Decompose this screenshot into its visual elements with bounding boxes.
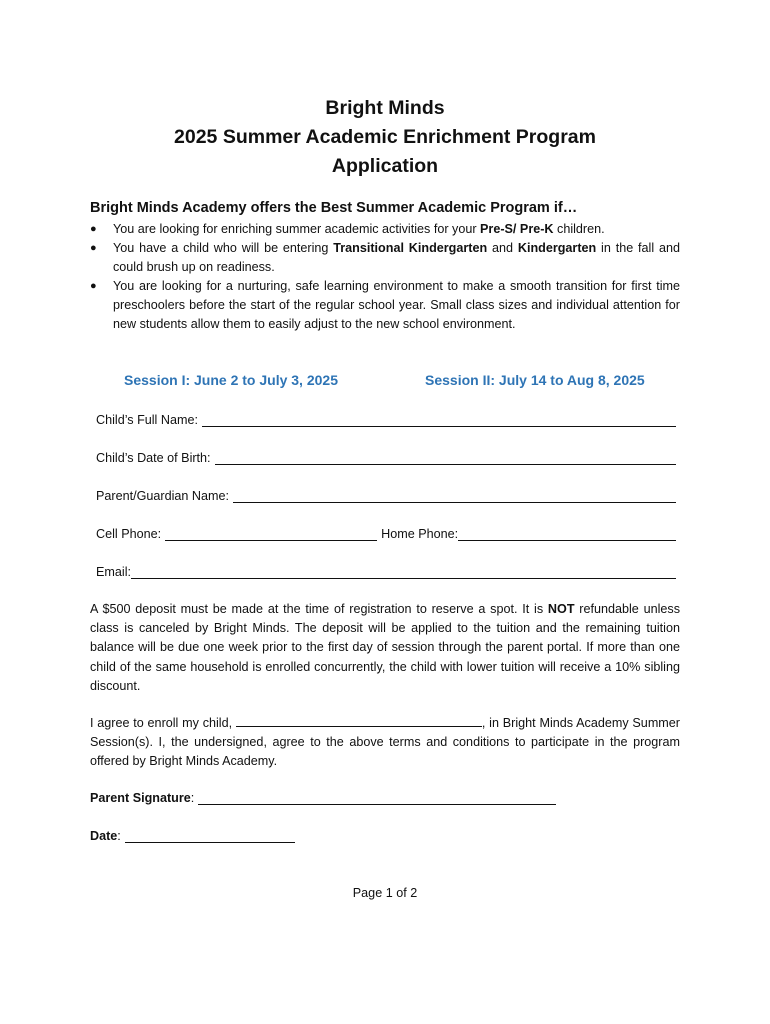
bullet-icon: ●	[90, 242, 97, 254]
title-line-2: 2025 Summer Academic Enrichment Program	[174, 126, 596, 148]
phone-fields	[96, 526, 676, 541]
bullet-1-text-pre: You are looking for enriching summer academic activities for your	[113, 222, 481, 236]
agreement-paragraph	[90, 714, 680, 772]
bullet-icon: ●	[90, 280, 97, 292]
date-label: Date	[90, 829, 118, 843]
dob-field	[96, 450, 676, 465]
agreement-text-pre: I agree to enroll my child,	[90, 716, 236, 730]
parent-signature-colon: :	[190, 791, 195, 805]
page-number: Page 1 of 2	[352, 886, 418, 900]
bullet-1-text-bold: Pre-S/ Pre-K	[480, 222, 554, 236]
bullet-1-text-post: children.	[553, 222, 605, 236]
home-phone-input[interactable]	[458, 526, 676, 541]
child-name-agreement-input[interactable]	[236, 714, 482, 727]
cell-phone-input[interactable]	[165, 526, 377, 541]
dob-label: Child’s Date of Birth:	[96, 451, 211, 465]
deposit-paragraph	[90, 600, 680, 696]
title-line-3: Application	[331, 155, 439, 177]
date-input[interactable]	[125, 828, 295, 843]
parent-name-input[interactable]	[233, 488, 676, 503]
parent-signature-label: Parent Signature	[90, 791, 191, 805]
bullet-2-text-post: in the fall and could brush up on readiness.	[113, 241, 680, 274]
page-title	[0, 94, 770, 181]
bullet-2-text-bold-1: Transitional Kindergarten	[333, 241, 488, 255]
parent-name-label: Parent/Guardian Name:	[96, 489, 230, 503]
deposit-text-pre: A $500 deposit must be made at the time of registration to reserve a spot. It is	[90, 602, 548, 616]
home-phone-label: Home Phone:	[381, 527, 459, 541]
child-name-field	[96, 412, 676, 427]
cell-phone-label: Cell Phone:	[96, 527, 162, 541]
child-name-label: Child’s Full Name:	[96, 413, 198, 427]
session-1-label: Session I: June 2 to July 3, 2025	[124, 372, 338, 388]
deposit-text-post: refundable unless class is canceled by Bright Minds. The deposit will be applied to the tuition and the remaining tuition balance will be due one week prior to the first day of session through the parent portal. If more than one child of the same household is enrolled concurrently, the child with lower tuition will receive a 10% sibling discount.	[90, 602, 681, 693]
dob-input[interactable]	[215, 450, 676, 465]
email-label: Email:	[96, 565, 131, 579]
email-input[interactable]	[131, 564, 676, 579]
bullet-3-text: You are looking for a nurturing, safe learning environment to make a smooth transition for first time preschoolers before the start of the regular school year. Small class sizes and individual attention for new students allow them to easily adjust to the new school environment.	[113, 279, 680, 331]
intro-heading: Bright Minds Academy offers the Best Summer Academic Program if…	[90, 200, 578, 216]
list-item	[90, 239, 680, 277]
date-field	[90, 828, 295, 843]
intro-bullet-list	[90, 220, 680, 334]
bullet-2-text-mid: and	[487, 241, 518, 255]
parent-signature-input[interactable]	[198, 790, 556, 805]
bullet-2-text-pre: You have a child who will be entering	[113, 241, 334, 255]
bullet-icon: ●	[90, 223, 97, 235]
list-item	[90, 277, 680, 334]
parent-name-field	[96, 488, 676, 503]
parent-signature-field	[90, 790, 556, 805]
title-line-1: Bright Minds	[325, 97, 445, 119]
child-name-input[interactable]	[202, 412, 676, 427]
bullet-2-text-bold-2: Kindergarten	[517, 241, 597, 255]
email-field	[96, 564, 676, 579]
agreement-text-post: , in Bright Minds Academy Summer Session(s). I, the undersigned, agree to the above terms and conditions to participate in the program offered by Bright Minds Academy.	[90, 716, 680, 769]
list-item	[90, 220, 680, 239]
deposit-text-bold: NOT	[547, 602, 575, 616]
date-colon: :	[117, 829, 121, 843]
session-2-label: Session II: July 14 to Aug 8, 2025	[425, 372, 645, 388]
